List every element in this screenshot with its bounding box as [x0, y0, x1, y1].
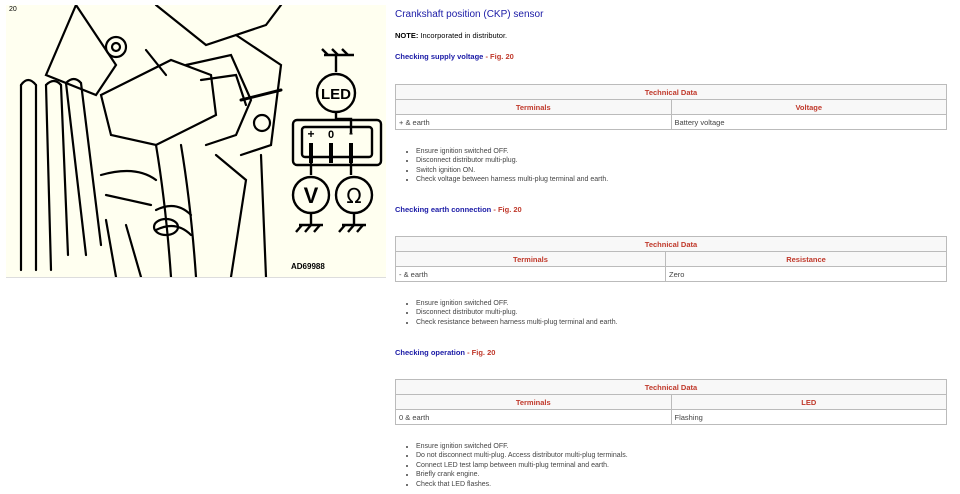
- column-header-led: LED: [671, 395, 947, 410]
- technical-data-table-voltage: [395, 84, 947, 130]
- figure-code: AD69988: [291, 262, 325, 271]
- fig-reference-link[interactable]: - Fig. 20: [483, 52, 514, 61]
- figure-number: 20: [9, 6, 17, 13]
- section-heading-earth-connection: [395, 205, 522, 214]
- cell-led: Flashing: [671, 410, 947, 425]
- distributor-illustration: [6, 5, 386, 277]
- cell-terminals: 0 & earth: [396, 410, 672, 425]
- list-item: • Ensure ignition switched OFF.: [416, 442, 628, 451]
- list-item: • Ensure ignition switched OFF.: [416, 147, 608, 156]
- section-heading-text: Checking earth connection: [395, 205, 492, 214]
- section-heading-text: Checking operation: [395, 348, 466, 357]
- column-header-terminals: Terminals: [396, 100, 672, 115]
- list-item: • Check voltage between harness multi-plug terminal and earth.: [416, 175, 608, 184]
- pin-minus-label: -: [349, 126, 353, 140]
- list-item: • Do not disconnect multi-plug. Access distributor multi-plug terminals.: [416, 451, 628, 460]
- page-title: Crankshaft position (CKP) sensor: [395, 9, 544, 20]
- list-item: • Check resistance between harness multi-plug terminal and earth.: [416, 318, 618, 327]
- list-item: • Check that LED flashes.: [416, 480, 628, 489]
- technical-data-table-resistance: [395, 236, 947, 282]
- column-header-resistance: Resistance: [665, 252, 946, 267]
- table-row: [396, 115, 947, 130]
- column-header-terminals: Terminals: [396, 252, 666, 267]
- fig-reference-link[interactable]: - Fig. 20: [491, 205, 522, 214]
- section-heading-text: Checking supply voltage: [395, 52, 484, 61]
- cell-voltage: Battery voltage: [671, 115, 947, 130]
- note-label: NOTE:: [395, 31, 419, 40]
- voltmeter-label: V: [303, 183, 319, 208]
- note-text: Incorporated in distributor.: [418, 31, 508, 40]
- table-title: Technical Data: [396, 237, 947, 252]
- cell-terminals: - & earth: [396, 267, 666, 282]
- list-item: • Briefly crank engine.: [416, 470, 628, 479]
- table-title: Technical Data: [396, 85, 947, 100]
- steps-list-operation: [404, 442, 628, 489]
- steps-list-earth-connection: [404, 299, 618, 327]
- column-header-voltage: Voltage: [671, 100, 947, 115]
- list-item: • Disconnect distributor multi-plug.: [416, 308, 618, 317]
- technical-data-table-led: [395, 379, 947, 425]
- pin-plus-label: +: [307, 127, 315, 141]
- note: [395, 31, 507, 40]
- cell-resistance: Zero: [665, 267, 946, 282]
- table-row: [396, 267, 947, 282]
- list-item: • Connect LED test lamp between multi-plug terminal and earth.: [416, 461, 628, 470]
- section-heading-supply-voltage: [395, 52, 514, 61]
- list-item: • Switch ignition ON.: [416, 166, 608, 175]
- list-item: • Disconnect distributor multi-plug.: [416, 156, 608, 165]
- section-heading-operation: [395, 348, 495, 357]
- column-header-terminals: Terminals: [396, 395, 672, 410]
- figure-20: [6, 5, 386, 278]
- cell-terminals: + & earth: [396, 115, 672, 130]
- ohmmeter-label: Ω: [346, 184, 362, 208]
- led-label: LED: [321, 86, 351, 103]
- pin-zero-label: 0: [327, 129, 335, 141]
- table-title: Technical Data: [396, 380, 947, 395]
- table-row: [396, 410, 947, 425]
- list-item: • Ensure ignition switched OFF.: [416, 299, 618, 308]
- fig-reference-link[interactable]: - Fig. 20: [465, 348, 496, 357]
- steps-list-supply-voltage: [404, 147, 608, 185]
